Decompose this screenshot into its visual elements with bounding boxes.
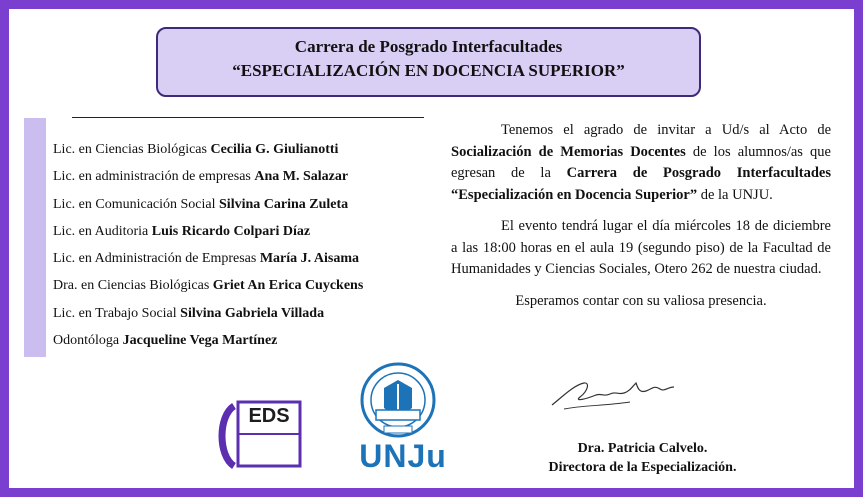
- unju-seal-icon: [350, 360, 446, 444]
- closing-paragraph: Esperamos contar con su valiosa presencia.: [515, 292, 767, 309]
- event-details-paragraph: El evento tendrá lugar el día miércoles 18 de diciembre a las 18:00 horas en el aula 19 (segundo piso) de la Facultad de Humanidades y Ciencias Sociales, Otero 262 de nuestra ciudad.: [451, 218, 831, 277]
- signer-role: Directora de la Especialización.: [548, 460, 737, 475]
- text-run: Tenemos el agrado de invitar a Ud/s al Acto de: [501, 122, 831, 138]
- specialization-title: “ESPECIALIZACIÓN EN DOCENCIA SUPERIOR”: [232, 61, 625, 80]
- graduate-name: María J. Aisama: [259, 251, 359, 267]
- graduate-row: [53, 300, 428, 327]
- unju-logo-text: UNJu: [359, 438, 447, 474]
- graduate-degree: Lic. en Trabajo Social: [53, 305, 181, 321]
- graduate-name: Cecilia G. Giulianotti: [210, 142, 339, 157]
- handwritten-signature: [544, 375, 694, 415]
- invitation-text: [451, 120, 831, 312]
- program-name: Carrera de Posgrado Interfacultades “Especialización en Docencia Superior”: [451, 165, 831, 203]
- graduate-name: Silvina Gabriela Villada: [180, 305, 325, 321]
- text-run: de la UNJU.: [697, 186, 773, 203]
- graduate-degree: Lic. en Administración de Empresas: [53, 251, 260, 267]
- title-box: [156, 27, 701, 97]
- graduate-name: Ana M. Salazar: [254, 169, 349, 185]
- invitation-paragraph: [451, 120, 831, 206]
- graduate-degree: Lic. en Comunicación Social: [53, 196, 220, 212]
- graduate-row: [53, 163, 428, 190]
- graduate-name: Griet An Erica Cuyckens: [212, 278, 364, 294]
- event-name: Socialización de Memorias Docentes: [451, 143, 686, 160]
- signer-name: Dra. Patricia Calvelo.: [577, 441, 708, 456]
- graduate-degree: Lic. en Ciencias Biológicas: [53, 142, 211, 157]
- horizontal-rule: [72, 117, 424, 118]
- text-run: de los alumnos/as que egresan de la: [451, 143, 831, 181]
- program-title: Carrera de Posgrado Interfacultades: [294, 37, 563, 56]
- graduate-degree: Dra. en Ciencias Biológicas: [53, 278, 213, 294]
- graduate-name: Luis Ricardo Colpari Díaz: [151, 223, 311, 239]
- graduate-row: [53, 136, 428, 163]
- graduates-list: [53, 136, 428, 354]
- graduate-degree: Lic. en Auditoria: [53, 223, 152, 239]
- graduate-degree: Lic. en administración de empresas: [53, 169, 255, 185]
- graduate-row: [53, 327, 428, 354]
- graduate-row: [53, 272, 428, 299]
- graduate-row: [53, 245, 428, 272]
- graduates-side-bar: [24, 118, 46, 357]
- graduate-degree: Odontóloga: [53, 333, 123, 349]
- graduate-name: Silvina Carina Zuleta: [219, 196, 349, 212]
- signer-block: [520, 439, 765, 477]
- graduate-name: Jacqueline Vega Martínez: [122, 333, 278, 349]
- graduate-row: [53, 191, 428, 218]
- eds-logo-text: EDS: [248, 405, 290, 427]
- graduate-row: [53, 218, 428, 245]
